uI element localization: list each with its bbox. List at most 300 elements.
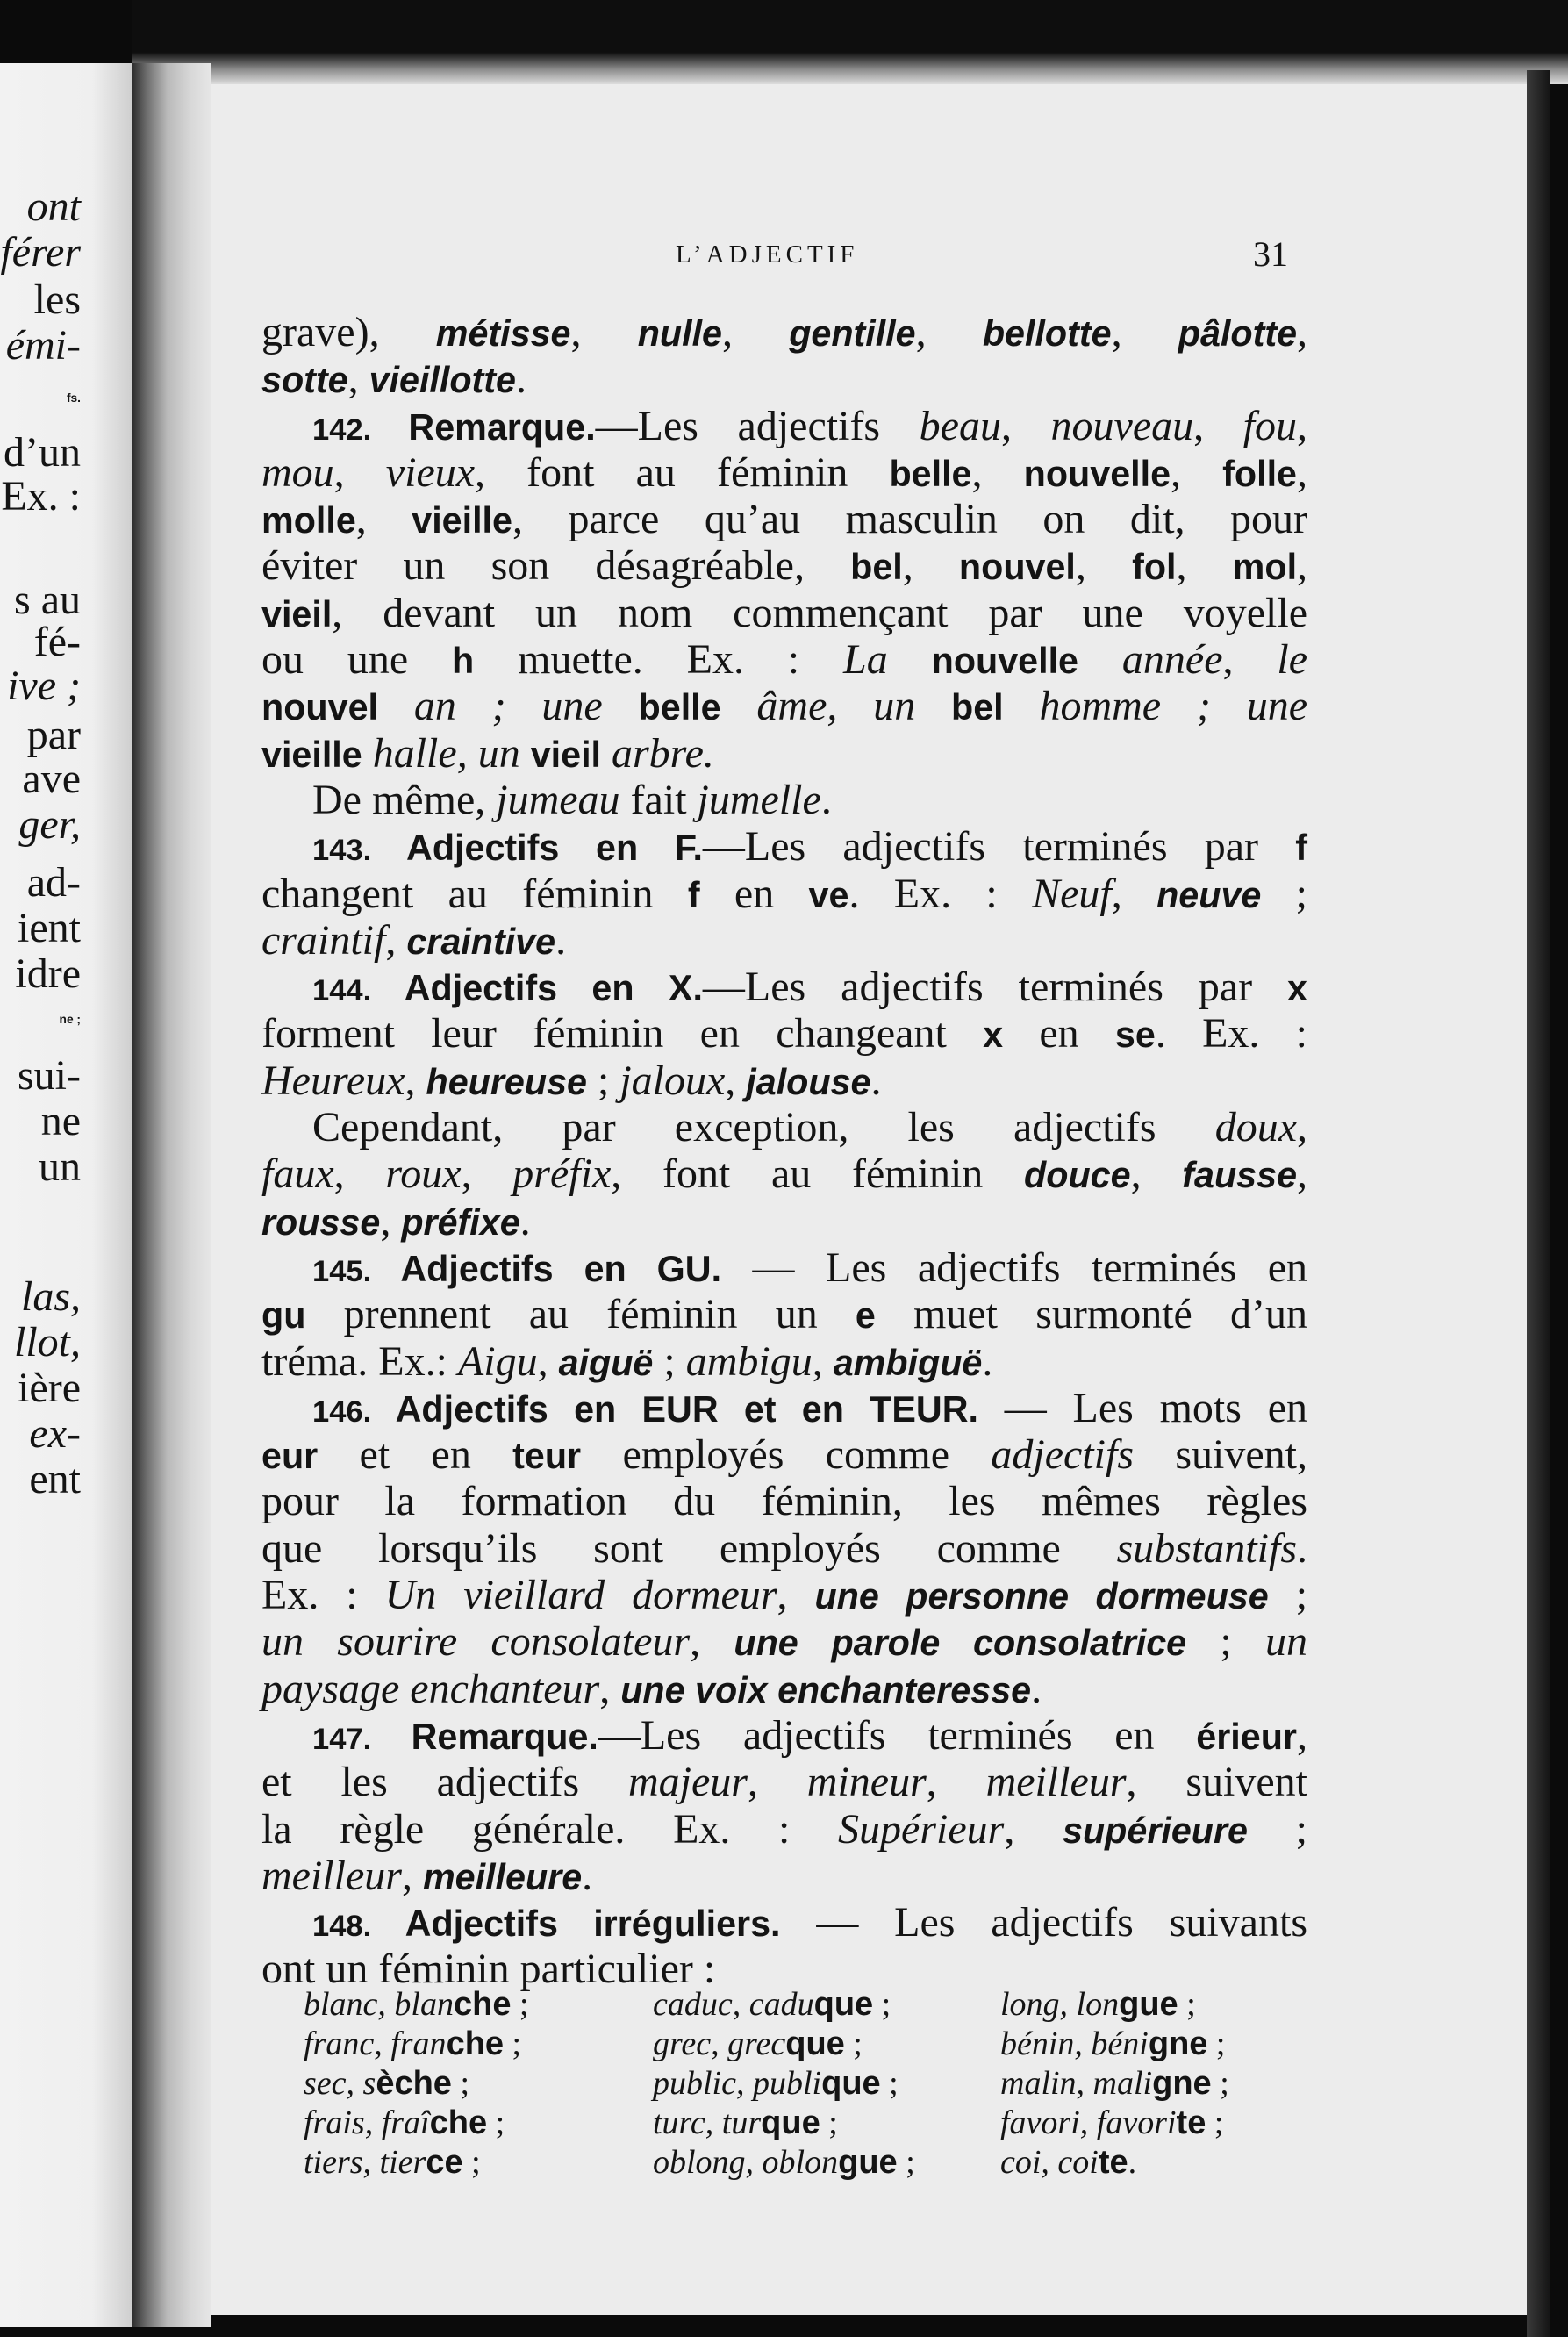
text-run: jumeau <box>496 776 620 823</box>
text-run: Supérieur <box>838 1805 1005 1853</box>
text-run: ; <box>844 2025 863 2062</box>
text-line <box>261 1151 1307 1197</box>
text-run: x <box>1287 968 1307 1009</box>
text-run: , font au féminin <box>611 1151 1025 1198</box>
text-run: . <box>516 355 526 403</box>
text-run: 145. <box>312 1254 401 1288</box>
text-run: faux <box>261 1151 334 1198</box>
text-run: rousse <box>261 1201 381 1243</box>
text-run: Adjectifs en X. <box>404 968 703 1009</box>
text-line <box>261 449 1307 496</box>
table-cell <box>304 2025 529 2064</box>
text-line <box>261 1572 1307 1618</box>
text-run: , <box>333 1151 386 1198</box>
left-page-fragment: ex- <box>29 1410 81 1457</box>
text-run: . <box>870 1057 882 1104</box>
text-line <box>261 1057 1307 1104</box>
text-run: 146. <box>312 1394 396 1429</box>
left-page-fragment: sui- <box>18 1052 81 1099</box>
text-run: folle <box>1222 453 1298 494</box>
text-run: meilleur <box>261 1852 402 1899</box>
text-run: vieil <box>530 734 601 775</box>
text-run: , <box>1171 448 1223 496</box>
text-run: , <box>721 309 790 355</box>
text-run: année <box>1078 636 1223 684</box>
text-run: ; <box>504 2025 522 2062</box>
text-run: , <box>1297 1151 1308 1198</box>
text-line <box>261 777 1307 823</box>
text-run: en <box>1003 1010 1115 1057</box>
text-run: sotte <box>261 360 348 401</box>
text-run: nouvelle <box>931 641 1079 682</box>
left-page-fragment: les <box>33 276 81 323</box>
text-run: , parce qu’au masculin on dit, pour <box>512 496 1308 543</box>
text-run: gentille <box>789 313 916 354</box>
text-run: public, publi <box>653 2065 822 2102</box>
text-line <box>261 355 1307 402</box>
text-run: La <box>843 636 932 684</box>
text-run: nulle <box>637 313 722 354</box>
text-run: une voix enchanteresse <box>620 1669 1032 1710</box>
text-run: f <box>1295 828 1307 869</box>
text-run: ont un féminin particulier : <box>261 1946 716 1993</box>
text-run: suivent, <box>1134 1431 1307 1479</box>
text-run: , <box>1297 402 1308 449</box>
text-run: halle, un <box>362 729 531 777</box>
table-cell <box>653 1985 915 2025</box>
table-cell <box>653 2143 915 2183</box>
text-run: et les adjectifs <box>261 1759 628 1806</box>
text-run: , <box>902 542 959 590</box>
text-run: , <box>1111 870 1157 917</box>
text-run: , devant un nom commençant par une voyelle <box>332 589 1307 636</box>
text-run: . <box>1297 1524 1307 1572</box>
text-line <box>261 871 1307 917</box>
text-run: èche <box>376 2065 452 2102</box>
text-line <box>261 917 1307 964</box>
left-page-fragment: par <box>26 712 81 758</box>
text-run: ; <box>1248 1805 1308 1853</box>
text-run: arbre. <box>601 729 714 777</box>
text-run: se <box>1114 1014 1156 1056</box>
left-page-fragment: ger, <box>18 801 81 848</box>
text-run: , <box>1004 1805 1063 1853</box>
left-page-fragment: Ex. : <box>1 473 81 520</box>
text-run: malin, mali <box>1000 2065 1153 2102</box>
text-run: ; <box>653 1337 686 1385</box>
text-line <box>261 542 1307 589</box>
text-run: érieur <box>1196 1716 1297 1757</box>
text-run: ; <box>1207 2025 1226 2062</box>
text-run: , <box>1297 1104 1307 1151</box>
text-line <box>261 1525 1307 1572</box>
book-gutter <box>132 63 211 2327</box>
text-run: . <box>1031 1665 1042 1712</box>
text-run: pour la formation du féminin, les mêmes règles <box>261 1478 1307 1525</box>
text-run: grec, grec <box>653 2025 786 2062</box>
text-line <box>261 1806 1307 1853</box>
left-page-fragment: ent <box>29 1456 81 1502</box>
text-line <box>261 496 1307 542</box>
text-run: 144. <box>312 974 405 1008</box>
text-run: , <box>1297 309 1308 355</box>
text-run: mineur <box>806 1759 927 1806</box>
text-run: , <box>747 1759 807 1806</box>
text-run: , <box>355 496 412 543</box>
text-run: , <box>537 1337 559 1385</box>
left-page-fragment: d’un <box>4 429 81 476</box>
left-page-fragment: llot, <box>13 1319 81 1366</box>
text-run: roux <box>385 1151 462 1198</box>
text-line <box>261 683 1307 729</box>
text-run: fou <box>1242 402 1298 449</box>
text-run: frais, fraî <box>304 2104 430 2141</box>
text-run: que <box>761 2104 820 2141</box>
text-run: employés comme <box>581 1431 992 1479</box>
table-column <box>653 1985 915 2183</box>
text-run: —Les adjectifs terminés par <box>702 823 1296 871</box>
text-run: âme, un <box>720 683 952 730</box>
text-run: que <box>813 1986 874 2023</box>
text-run: supérieure <box>1063 1810 1249 1851</box>
table-column <box>304 1985 529 2183</box>
text-run: que <box>785 2025 845 2062</box>
table-cell <box>1000 2025 1229 2064</box>
text-run: ; <box>487 2104 505 2141</box>
scan-top-border <box>132 0 1568 84</box>
text-run: , <box>1176 542 1233 590</box>
text-run: ; <box>873 1986 891 2023</box>
text-run: douce <box>1024 1155 1131 1196</box>
text-run: , <box>690 1618 734 1666</box>
table-cell <box>653 2104 915 2143</box>
text-line <box>261 823 1307 870</box>
text-run: ambigu <box>685 1337 813 1385</box>
text-run: prennent au féminin un <box>305 1291 856 1338</box>
text-run: . <box>519 1197 531 1244</box>
left-page-fragment: ont <box>26 183 81 230</box>
text-run: Neuf <box>1032 870 1112 917</box>
text-run: , <box>777 1572 815 1619</box>
text-run: fausse <box>1182 1155 1298 1196</box>
text-run: vieux <box>385 448 476 496</box>
text-run: te <box>1176 2104 1206 2141</box>
text-line <box>261 309 1307 355</box>
text-run: Remarque. <box>411 1716 598 1757</box>
text-run: oblong, oblon <box>653 2144 839 2181</box>
text-run: jumelle <box>697 776 821 823</box>
text-run: homme ; une <box>1003 683 1308 730</box>
text-run: vieillotte <box>369 360 516 401</box>
text-run: une parole consolatrice <box>734 1623 1187 1664</box>
text-run: doux <box>1214 1104 1297 1151</box>
text-run: muette. Ex. : <box>474 636 844 684</box>
text-run: te <box>1098 2144 1128 2181</box>
text-run: . <box>555 916 567 964</box>
text-run: . Ex. : <box>848 870 1033 917</box>
text-line <box>261 1618 1307 1665</box>
text-run: ; <box>1206 2104 1224 2141</box>
left-page-fragment: un <box>39 1143 81 1190</box>
text-line <box>261 730 1307 777</box>
text-run: mol <box>1232 547 1298 588</box>
text-line <box>261 590 1307 636</box>
text-run: che <box>453 1986 512 2023</box>
left-page-fragment: fs. <box>66 391 81 405</box>
text-line <box>261 1244 1307 1291</box>
text-run: . <box>1128 2144 1137 2181</box>
text-run: tiers, tier <box>304 2144 426 2181</box>
text-run: gue <box>838 2144 898 2181</box>
text-run: , <box>1222 636 1278 684</box>
text-run: adjectifs <box>991 1431 1134 1479</box>
text-run: long, lon <box>1000 1986 1120 2023</box>
text-line <box>261 636 1307 683</box>
text-run: Un vieillard dormeur <box>384 1572 777 1619</box>
text-line <box>261 403 1307 449</box>
text-run: et en <box>318 1431 513 1479</box>
text-run: , suivent <box>1126 1759 1308 1806</box>
table-cell <box>1000 2064 1229 2104</box>
text-run: , <box>812 1337 834 1385</box>
text-line <box>261 1385 1307 1431</box>
text-run: an ; une <box>378 683 639 730</box>
text-run: préfixe <box>401 1201 520 1243</box>
text-run: vieille <box>412 500 512 541</box>
text-run: x <box>983 1014 1004 1056</box>
text-run: gne <box>1148 2025 1208 2062</box>
text-run: franc, fran <box>304 2025 447 2062</box>
table-cell <box>304 2143 529 2183</box>
left-page-fragment: férer <box>0 229 81 276</box>
text-line <box>261 1759 1307 1805</box>
text-run: ce <box>426 2144 463 2181</box>
text-run: , <box>915 309 983 355</box>
table-cell <box>653 2025 915 2064</box>
text-run: jalouse <box>746 1061 871 1102</box>
text-run: Remarque. <box>408 406 596 448</box>
text-run: , <box>926 1759 986 1806</box>
text-run: , <box>599 1665 621 1712</box>
text-run: ; <box>1178 1986 1196 2023</box>
text-run: gue <box>1119 1986 1178 2023</box>
text-run: forment leur féminin en changeant <box>261 1010 984 1057</box>
left-page-fragment: émi- <box>5 322 81 369</box>
text-line <box>261 1899 1307 1946</box>
left-facing-page <box>0 63 132 2327</box>
text-run: ; <box>586 1057 620 1104</box>
text-run: h <box>452 641 475 682</box>
text-run: —Les adjectifs <box>595 402 920 449</box>
text-run: che <box>446 2025 505 2062</box>
running-title: L’ADJECTIF <box>676 240 859 269</box>
text-run: que <box>821 2065 881 2102</box>
text-run: ; <box>511 1986 529 2023</box>
text-run: , <box>401 1852 423 1899</box>
text-run: belle <box>638 687 721 728</box>
text-run: Cependant, par exception, les adjectifs <box>312 1104 1215 1151</box>
text-run: neuve <box>1156 874 1262 915</box>
text-run: ; <box>1261 870 1308 917</box>
text-run: ve <box>808 874 849 915</box>
text-run: la règle générale. Ex. : <box>261 1805 839 1853</box>
text-run: beau <box>919 402 1001 449</box>
text-run: , <box>1297 542 1308 590</box>
text-run: ; <box>880 2065 899 2102</box>
table-column <box>1000 1985 1229 2183</box>
text-run: éviter un son désagréable, <box>261 542 851 590</box>
text-run: bel <box>951 687 1004 728</box>
text-run: , <box>1130 1151 1183 1198</box>
text-run: changent au féminin <box>261 870 688 917</box>
left-page-fragment: ière <box>18 1365 81 1411</box>
text-run: nouvel <box>958 547 1076 588</box>
text-run: . <box>820 776 832 823</box>
text-run: f <box>687 874 700 915</box>
text-run: , <box>461 1151 513 1198</box>
text-run: paysage enchanteur <box>261 1665 600 1712</box>
text-run: turc, tur <box>653 2104 762 2141</box>
text-run: belle <box>889 453 972 494</box>
table-cell <box>304 2104 529 2143</box>
text-run: préfix <box>512 1151 612 1198</box>
text-run: , <box>1000 402 1051 449</box>
text-run: fait <box>619 776 698 823</box>
text-run: meilleure <box>422 1856 583 1897</box>
text-run: favori, favori <box>1000 2104 1177 2141</box>
text-run: caduc, cadu <box>653 1986 814 2023</box>
text-run: ; <box>1211 2065 1229 2102</box>
text-run: — Les adjectifs terminés en <box>721 1244 1307 1291</box>
text-run: ; <box>462 2144 481 2181</box>
text-run: ; <box>1268 1572 1308 1619</box>
text-run: craintif <box>261 916 386 964</box>
text-run: substantifs <box>1116 1524 1297 1572</box>
text-run: craintive <box>406 921 556 962</box>
left-page-fragment: ad- <box>26 859 81 906</box>
text-run: Heureux <box>261 1057 405 1104</box>
text-run: grave), <box>261 309 436 355</box>
text-run: gne <box>1152 2065 1212 2102</box>
text-line <box>261 1198 1307 1244</box>
text-run: 147. <box>312 1722 412 1756</box>
text-run: ou une <box>261 636 453 684</box>
text-run: , <box>385 916 407 964</box>
text-run: bénin, béni <box>1000 2025 1149 2062</box>
scan-right-border <box>1527 70 1550 2337</box>
table-cell <box>304 2064 529 2104</box>
text-run: , font au féminin <box>475 448 890 496</box>
text-run: . Ex. : <box>1155 1010 1308 1057</box>
text-run: pâlotte <box>1178 313 1298 354</box>
text-run: vieille <box>261 734 362 775</box>
text-run: fol <box>1132 547 1177 588</box>
table-cell <box>1000 1985 1229 2025</box>
table-cell <box>304 1985 529 2025</box>
left-page-fragment: idre <box>15 950 81 997</box>
text-line <box>261 1853 1307 1899</box>
text-run: nouvel <box>261 687 378 728</box>
text-run: molle <box>261 500 356 541</box>
text-run: le <box>1277 636 1308 684</box>
text-run: , <box>405 1057 426 1104</box>
text-run: —Les adjectifs terminés en <box>598 1711 1197 1759</box>
text-run: . <box>582 1852 593 1899</box>
text-run: . <box>982 1337 993 1385</box>
text-run: Adjectifs en EUR et en TEUR. <box>395 1388 978 1430</box>
text-run: , <box>1193 402 1243 449</box>
text-run: —Les adjectifs terminés par <box>702 964 1288 1011</box>
body-text <box>261 309 1307 1993</box>
text-run: tréma. Ex.: <box>261 1337 458 1385</box>
text-run: , <box>1111 309 1178 355</box>
left-page-fragment: ave <box>22 756 81 802</box>
text-line <box>261 1431 1307 1478</box>
text-run: eur <box>261 1436 319 1477</box>
left-page-fragment: ne ; <box>59 1013 81 1026</box>
text-run: ; <box>897 2144 915 2181</box>
text-line <box>261 1291 1307 1337</box>
text-run: vieil <box>261 593 333 634</box>
text-run: bel <box>850 547 903 588</box>
text-run: métisse <box>435 313 571 354</box>
text-run: un <box>1265 1618 1308 1666</box>
table-cell <box>653 2064 915 2104</box>
text-run: , <box>333 448 386 496</box>
text-line <box>261 1666 1307 1712</box>
text-run: majeur <box>627 1759 748 1806</box>
text-run: heureuse <box>426 1061 587 1102</box>
text-run: , <box>380 1197 402 1244</box>
text-line <box>261 1712 1307 1759</box>
left-page-fragment: s au <box>14 577 81 623</box>
text-line <box>261 964 1307 1010</box>
text-run: 142. <box>312 412 409 447</box>
text-run: mou <box>261 448 334 496</box>
text-run: , <box>971 448 1024 496</box>
page-number: 31 <box>1253 234 1288 274</box>
text-run: 148. <box>312 1910 405 1944</box>
text-run: De même, <box>312 776 497 823</box>
text-run: , <box>1297 1711 1307 1759</box>
text-run: Adjectifs irréguliers. <box>405 1903 781 1945</box>
text-run: , <box>1075 542 1133 590</box>
text-run: Aigu <box>457 1337 538 1385</box>
text-run: Adjectifs en F. <box>406 828 703 869</box>
left-page-fragment: fé- <box>33 619 81 665</box>
text-run: , <box>1297 448 1308 496</box>
text-run: 143. <box>312 834 407 868</box>
text-run: , <box>570 309 638 355</box>
text-run: ; <box>1186 1618 1266 1666</box>
text-run: Ex. : <box>261 1572 385 1619</box>
text-run: blanc, blan <box>304 1986 454 2023</box>
text-run: ; <box>451 2065 469 2102</box>
text-line <box>261 1104 1307 1151</box>
text-run: une personne dormeuse <box>814 1576 1269 1617</box>
text-run: Adjectifs en GU. <box>400 1248 722 1289</box>
table-cell <box>1000 2143 1229 2183</box>
left-page-fragment: ive ; <box>7 663 81 709</box>
text-line <box>261 1338 1307 1385</box>
left-page-fragment: ne <box>40 1098 81 1144</box>
left-page-fragment: las, <box>20 1273 81 1320</box>
text-run: gu <box>261 1295 306 1337</box>
text-run: nouvelle <box>1023 453 1171 494</box>
text-run: aiguë <box>558 1342 654 1383</box>
text-run: teur <box>512 1436 582 1477</box>
text-run: — Les mots en <box>977 1384 1307 1431</box>
